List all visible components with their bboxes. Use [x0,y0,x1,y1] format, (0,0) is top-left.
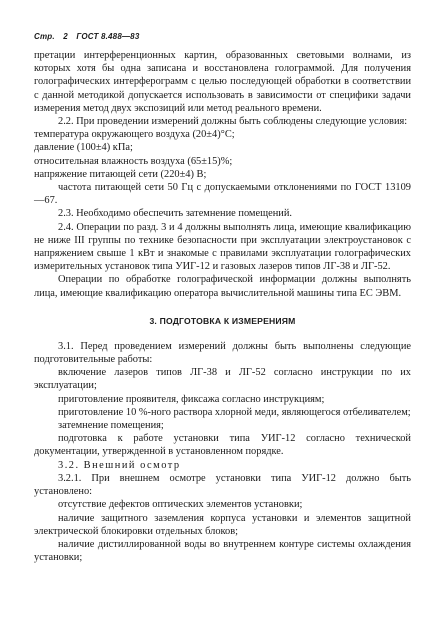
paragraph: 2.4. Операции по разд. 3 и 4 должны выполнять лица, имеющие квалификацию не ниже III группы по технике безопасности при эксплуатации электроустановок с напряжением свыше 1 кВт и знакомые с правилами эксплуатации голографических измерительных установок типа УИГ-12 и газовых лазеров типов ЛГ-38 и ЛГ-52. [34,221,411,273]
page-header [34,32,411,41]
paragraph: 2.3. Необходимо обеспечить затемнение помещений. [58,208,293,220]
standard-code: ГОСТ 8.488—83 [76,32,140,41]
page-label: Стр. [34,32,55,41]
paragraph: наличие защитного заземления корпуса установки и элементов защитной электрической блокировки отдельных блоков; [34,512,411,537]
paragraph: 2.2. При проведении измерений должны быть соблюдены следующие условия: [58,116,408,128]
paragraph: 3.1. Перед проведением измерений должны быть выполнены следующие подготовительные работы: [34,340,411,366]
paragraph: относительная влажность воздуха (65±15)%; [34,155,233,167]
paragraph: частота питающей сети 50 Гц с допускаемыми отклонениями по ГОСТ 13109—67. [34,182,411,207]
paragraph: напряжение питающей сети (220±4) В; [34,168,207,180]
paragraph: температура окружающего воздуха (20±4)°С; [34,129,235,141]
paragraph: приготовление 10 %-ного раствора хлорной меди, являющегося отбеливателем; [58,406,411,418]
paragraph: отсутствие дефектов оптических элементов установки; [58,499,303,511]
paragraph: претации интерференционных картин, образованных световыми волнами, из которых хотя бы одна записана и восстановлена голограммой. Для получения голографических интерферограмм с целью последующей обработки в соответствии с данной методикой допускается использовать в зависимости от специфики задачи измерения метод двух экспозиций или метод реального времени. [34,50,411,114]
paragraph: подготовка к работе установки типа УИГ-12 согласно технической документации, утвержденной в установленном порядке. [34,433,411,458]
paragraph: приготовление проявителя, фиксажа согласно инструкциям; [58,393,325,405]
page-number: 2 [63,32,68,41]
subsection-title: 3.2. Внешний осмотр [58,459,181,471]
paragraph: включение лазеров типов ЛГ-38 и ЛГ-52 согласно инструкции по их эксплуатации; [34,367,411,392]
paragraph: затемнение помещения; [58,420,164,432]
paragraph: наличие дистиллированной воды во внутреннем контуре системы охлаждения установки; [34,538,411,564]
section-title: 3. ПОДГОТОВКА К ИЗМЕРЕНИЯМ [149,315,296,326]
paragraph: Операции по обработке голографической информации должны выполнять лица, имеющие квалификацию оператора вычислительной машины типа ЕС ЭВМ. [34,274,411,299]
document-body [34,49,411,564]
paragraph: 3.2.1. При внешнем осмотре установки типа УИГ-12 должно быть установлено: [34,472,411,498]
paragraph: давление (100±4) кПа; [34,142,133,154]
